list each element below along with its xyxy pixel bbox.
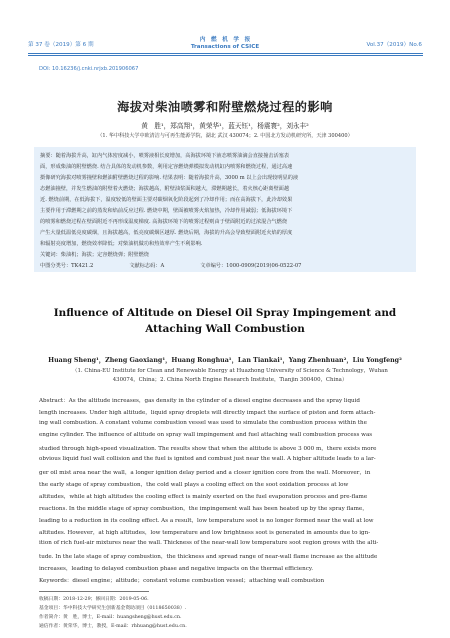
doi-link[interactable]: DOI: 10.16236/j.cnki.nrjxb.201906067 bbox=[39, 66, 139, 72]
chinese-abstract-line: 的喷雾和燃烧过程在壁面附近不再形成温度梯度. 高海拔环境下的喷雾过程则由于壁面附近的过浓混合气燃烧 bbox=[40, 219, 288, 225]
english-affiliation-line: 430074，China；2. China North Engine Research Institute，Tianjin 300400，China） bbox=[112, 377, 348, 383]
footnote-corresponding[interactable]: 通信作者：黄荣华，博士，教授，E-mail：rhhuang@hust.edu.cn. bbox=[39, 624, 187, 629]
footnote-rule bbox=[39, 591, 149, 592]
chinese-abstract-line: 主要作用于滞燃期之前的蒸发和焰前反应过程. 燃烧中期，壁面被喷雾火焰加热，冷却作用减弱；低海拔环境下 bbox=[40, 208, 293, 214]
clc-number: 中图分类号：TK421.2 bbox=[40, 263, 94, 269]
english-abstract-line: increases，leading to delayed combustion phase and negative impacts on the thermal efficiency. bbox=[39, 566, 314, 572]
english-authors: Huang Sheng¹，Zheng Gaoxiang¹，Huang Ronghua¹，Lan Tiankai¹，Yang Zhenhuan²，Liu Yongfeng² bbox=[48, 357, 402, 364]
chinese-abstract-line: 摘要：随着海拔升高，缸内气体密度减小，喷雾液相长度增加，高海拔环境下液态喷雾油滴会直接撞击活塞表 bbox=[40, 153, 290, 159]
chinese-abstract-line: 面，形成柴油的附壁燃烧. 结合具体的发动机参数，利用定容燃烧弹模拟发动机缸内喷雾和燃烧过程，通过高速 bbox=[40, 164, 293, 170]
english-abstract-line: reactions. In the middle stage of spray combustion，the impingement wall has been heated up by the spray flame， bbox=[39, 506, 368, 512]
header-rule bbox=[28, 53, 423, 54]
english-abstract-line: tude. In the late stage of spray combustion，the thickness and spread range of near-wall flame increase as the altitude bbox=[39, 554, 378, 560]
footnote-author[interactable]: 作者简介：黄 胜，博士，E-mail：huangsheng@hust.edu.cn. bbox=[39, 615, 182, 620]
journal-name-en: Transactions of CSICE bbox=[190, 44, 260, 50]
english-title-line: Influence of Altitude on Diesel Oil Spray Impingement and bbox=[53, 307, 397, 319]
chinese-authors: 黄 胜¹，郑高翔¹，黄荣华¹，蓝天钰¹，杨震寰²，刘永丰² bbox=[141, 122, 309, 130]
footnote-funding: 基金项目：华中科技大学研究生创新基金资助项目（0118650038）. bbox=[39, 606, 187, 611]
chinese-abstract-line: 产生大量低温低亮度碳烟，且海拔越高，低亮度碳烟区越厚. 燃烧后期，海拔的升高会导致壁面附近火焰的厚度 bbox=[40, 230, 293, 236]
english-keywords: Keywords：diesel engine；altitude；constant volume combustion vessel；attaching wall combustion bbox=[39, 578, 325, 584]
english-abstract-line: engine cylinder. The influence of altitude on spray wall impingement and fuel attaching wall combustion process was bbox=[39, 432, 373, 438]
english-abstract-line: studied through high-speed visualization. The results show that when the altitude is above 3 000 m，there exists more bbox=[39, 446, 377, 452]
chinese-abstract-line: 和辐射亮度增加，燃烧效率降低；对柴油机做功和热效率产生不利影响. bbox=[40, 241, 203, 247]
english-abstract-line: ing wall combustion. A constant volume combustion vessel was used to simulate the combustion process within the bbox=[39, 420, 367, 426]
english-affiliation-line: （1. China-EU Institute for Clean and Renewable Energy at Huazhong University of Science & Technology，Wuhan bbox=[72, 368, 388, 374]
journal-name-cn: 内 燃 机 学 报 bbox=[199, 37, 251, 43]
article-number: 文章编号：1000-0909(2019)06-0522-07 bbox=[200, 263, 302, 269]
chinese-meta-row bbox=[40, 262, 412, 269]
english-abstract-line: altitudes. However，at high altitudes，low temperature and low brightness soot is generated in amounts due to ign- bbox=[39, 530, 371, 536]
english-abstract-line: obvious liquid fuel wall collision and the fuel is ignited and combust just near the wall. A higher altitude leads to a lar- bbox=[39, 456, 376, 462]
chinese-abstract-line: 态燃油撞壁，并发生燃油的附壁着火燃烧；海拔越高，附壁油浆面积越大，滞燃期越长，着火核心距离壁面越 bbox=[40, 186, 290, 192]
english-abstract-line: the early stage of spray combustion，the cold wall plays a cooling effect on the soot oxidation process at low bbox=[39, 482, 349, 488]
english-abstract-line: altitudes，while at high altitudes the cooling effect is mainly exerted on the fuel evaporation process and pre-flame bbox=[39, 494, 368, 500]
header-rule-secondary bbox=[28, 55, 423, 56]
english-abstract-line: ition of rich fuel-air mixtures near the wall. Thickness of the near-wall low temperature soot region grows with the alti- bbox=[39, 540, 379, 546]
english-abstract-line: Abstract：As the altitude increases，gas density in the cylinder of a diesel engine decreases and the spray liquid bbox=[39, 398, 361, 404]
journal-volume-right: Vol.37（2019）No.6 bbox=[366, 42, 422, 48]
chinese-abstract-line: 摄像研究海拔对喷雾撞壁和燃油附壁燃烧过程的影响. 结果表明：随着海拔升高，3000 m 以上会出现较明显的液 bbox=[40, 175, 299, 181]
english-abstract-line: length increases. Under high altitude，liquid spray droplets will directly impact the surface of piston and form attach- bbox=[39, 410, 376, 416]
english-abstract-line: leading to a reduction in its cooling effect. As a result，low temperature soot is no longer formed near the wall at low bbox=[39, 518, 374, 524]
english-abstract-line: ger oil mist area near the wall，a longer ignition delay period and a closer ignition core from the wall. Moreover，in bbox=[39, 470, 371, 476]
journal-volume-left: 第 37 卷（2019）第 6 期 bbox=[28, 42, 94, 48]
chinese-affiliation: （1. 华中科技大学中欧清洁与可再生能源学院，湖北 武汉 430074；2. 中国北方发动机研究所，天津 300400） bbox=[97, 133, 353, 139]
footnote-received: 收稿日期：2018-12-29；修回日期：2019-05-06. bbox=[39, 597, 149, 602]
chinese-title: 海拔对柴油喷雾和附壁燃烧过程的影响 bbox=[117, 100, 333, 114]
document-code: 文献标志码：A bbox=[129, 263, 165, 269]
chinese-abstract-line: 近. 燃烧前期，在低海拔下，温度较低的壁面主要对碳烟氧化阶段起到了冷却作用；而在高海拔下，此冷却效果 bbox=[40, 197, 293, 203]
chinese-keywords: 关键词：柴油机；海拔；定容燃烧弹；附壁燃烧 bbox=[40, 252, 149, 258]
english-title-line: Attaching Wall Combustion bbox=[145, 323, 305, 335]
